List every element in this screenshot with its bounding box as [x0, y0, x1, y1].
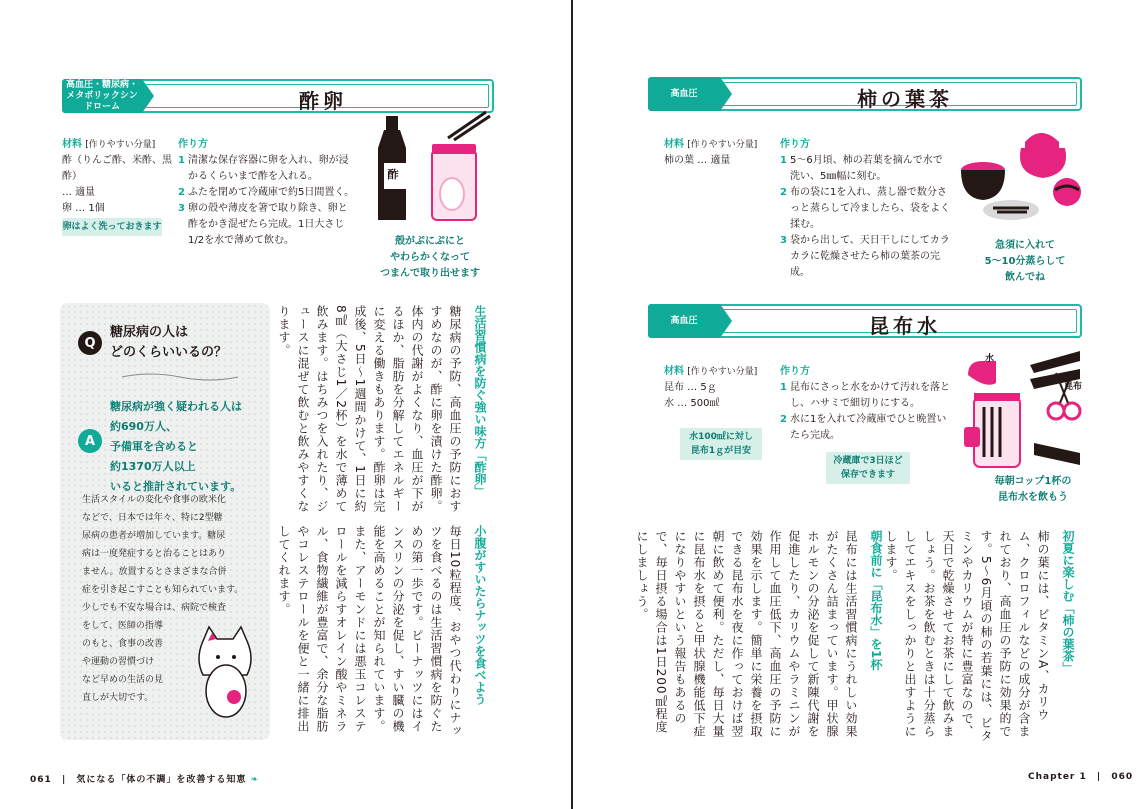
article-body: 毎日10粒程度、おやつ代わりにナッツを食べるのは生活習慣病を防ぐための第一歩です。ピーナッツにはインスリンの分泌を促し、すい臓の機能を高めることが知られています。また、アーモンドには悪玉コレステロールを減らすオレイン酸やミネラル、食物繊維が豊富で、余分な脂肪やコレステロールを便と一緒に排出してくれます。 [277, 525, 462, 738]
method-step: 2 ふたを閉めて冷蔵庫で約5日間置く。 [178, 187, 355, 198]
kelp-caption: 毎朝コップ1杯の 昆布水を飲もう [994, 476, 1072, 503]
method-step: 2 布の袋に1を入れ、蒸し器で数分さっと蒸らして冷ましたら、袋をよく揉む。 [780, 187, 950, 230]
ingredient-item: 柿の葉 … 適量 [664, 155, 731, 166]
category-tag: 高血圧・糖尿病・メタボリックシンドローム [62, 79, 142, 113]
recipe2-method: 作り方 1 昆布にさっと水をかけて汚れを落とし、ハサミで細切りにする。 2 水に1を入れて冷蔵庫でひと晩置いたら完成。 [780, 364, 952, 444]
question-badge: Q [78, 331, 102, 355]
recipe1-title: 柿の葉茶 [857, 87, 953, 111]
article-body: 柿の葉には、ビタミンA、カリウム、クロロフィルなどの成分が含まれており、高血圧の予防に効果的です。5〜6月頃の柿の若葉には、ビタミンやカリウムが特に豊富なので、天日で乾燥させてお茶にして飲みましょう。お茶を飲むときは十分蒸らしてエキスをしっかりと出すようにします。 [884, 530, 1050, 743]
article-heading: 小腹がすいたらナッツを食べよう [473, 525, 487, 705]
water-label: 水 [985, 354, 995, 364]
storage-note: 冷蔵庫で3日ほど 保存できます [826, 452, 910, 484]
ingredient-item: 卵 … 1個 [62, 203, 105, 214]
qa-body: 生活スタイルの変化や食事の欧米化 などで、日本では年々、特に2型糖 尿病の患者が増加しています。糖尿 病は一度発症すると治ることはあり ません。放置するとさまざまな合併 症を引き起こすことも知られています。 少しでも不安な場合は、病院で検査 をして、医師の指導 のもと、食事の改善 や運動の習慣づけ など早めの生活の見 直しが大切です。 [82, 495, 244, 703]
method-step: 1 清潔な保存容器に卵を入れ、卵が浸かるくらいまで酢を入れる。 [178, 155, 349, 182]
article-heading: 朝食前に「昆布水」を1杯 [869, 530, 883, 671]
ingredient-item: … 適量 [62, 187, 96, 198]
wave-divider [120, 371, 240, 383]
page-spine [571, 0, 573, 809]
tag-arrow [720, 304, 732, 338]
category-tag: 高血圧 [648, 77, 720, 111]
tag-arrow [142, 79, 154, 113]
recipe1-method: 作り方 1 5〜6月頃、柿の若葉を摘んで水で洗い、5㎜幅に刻む。 2 布の袋に1を入れ、蒸し器で数分さっと蒸らして冷ましたら、袋をよく揉む。 3 袋から出して、天日干しにしてカラカラに乾燥させたら柿の葉茶の完成。 [780, 137, 952, 281]
article-heading: 初夏に楽しむ「柿の葉茶」 [1061, 530, 1075, 674]
article-body: 昆布には生活習慣病にうれしい効果がたくさん詰まっています。甲状腺ホルモンの分泌を促して新陳代謝を促進したり、カリウムやラミニンが作用して血圧低下、高血圧の予防に効果を示します。簡単に栄養を摂取できる昆布水を夜に作っておけば翌朝に飲めて便利。ただし、毎日大量に昆布水を摂ると甲状腺機能低下症になりやすいという報告もあるので、毎日摂る場合は1日200㎖程度にしましょう。 [635, 530, 858, 738]
article-body: 糖尿病の予防、高血圧の予防におすすめなのが、酢に卵を漬けた酢卵。体内の代謝がよくなり、血圧が下がるほか、脂肪を分解してエネルギーに変える働きもあります。酢卵は完成後、5日〜1週間かけて、1日に約8㎖（大さじ1／2杯）を水で薄めて飲みます。はちみつを入れたり、ジュースに混ぜて飲むと飲みやすくなります。 [277, 305, 462, 513]
ingredients-label: 材料 [62, 139, 82, 150]
method-step: 1 昆布にさっと水をかけて汚れを落とし、ハサミで細切りにする。 [780, 382, 950, 409]
leaf-icon: ❧ [250, 775, 260, 785]
method-step: 3 袋から出して、天日干しにしてカラカラに乾燥させたら柿の葉茶の完成。 [780, 235, 950, 278]
cat-illustration [178, 601, 268, 721]
egg-caption: 殻がぷにぷにと やわらかくなって つまんで取り出せます [380, 236, 480, 279]
ingredient-item: 酢（りんご酢、米酢、黒酢） [62, 155, 172, 182]
answer-text: 糖尿病が強く疑われる人は 約690万人、 予備軍を含めると 約1370万人以上 いると推計されています。 [110, 400, 242, 493]
vinegar-label: 酢 [387, 168, 399, 181]
recipe2-title: 昆布水 [869, 314, 941, 338]
question-text: 糖尿病の人は どのくらいいるの？ [110, 325, 228, 360]
tea-illustration [955, 112, 1085, 232]
page-number: 061 [30, 775, 52, 785]
tip-note: 卵はよく洗っておきます [62, 218, 162, 236]
ingredients-block [62, 137, 174, 217]
answer-badge: A [78, 429, 102, 453]
recipe2-title-bar [648, 304, 1082, 338]
article-heading: 生活習慣病を防ぐ強い味方「酢卵」 [473, 305, 487, 497]
kelp-water-illustration [960, 345, 1085, 485]
page-number: 060 [1111, 772, 1134, 782]
right-footer: Chapter 1 | 060 [1028, 772, 1134, 782]
running-title: 気になる「体の不調」を改善する知恵 [76, 775, 247, 785]
recipe1-ingredients: 材料 [作りやすい分量] 柿の葉 … 適量 [664, 137, 774, 169]
method-block [178, 137, 356, 249]
method-step: 1 5〜6月頃、柿の若葉を摘んで水で洗い、5㎜幅に刻む。 [780, 155, 943, 182]
page-title: 酢卵 [299, 89, 347, 113]
method-label: 作り方 [178, 139, 208, 150]
kelp-label: 昆布 [1064, 382, 1083, 392]
ingredients-qualifier: [作りやすい分量] [85, 140, 156, 150]
recipe2-ingredients: 材料 [作りやすい分量] 昆布 … 5ｇ 水 … 500㎖ [664, 364, 774, 412]
category-tag: 高血圧 [648, 304, 720, 338]
chapter-label: Chapter 1 [1028, 772, 1087, 782]
ingredient-item: 水 … 500㎖ [664, 398, 720, 409]
kelp-ratio-note: 水100㎖に対し 昆布1ｇが目安 [680, 428, 762, 460]
recipe1-title-bar [648, 77, 1082, 111]
tea-caption: 急須に入れて 5〜10分蒸らして 飲んでね [984, 240, 1066, 283]
ingredient-item: 昆布 … 5ｇ [664, 382, 717, 393]
left-footer: 061 | 気になる「体の不調」を改善する知恵 ❧ [30, 775, 260, 785]
method-step: 2 水に1を入れて冷蔵庫でひと晩置いたら完成。 [780, 414, 947, 441]
method-step: 3 卵の殻や薄皮を箸で取り除き、卵と酢をかき混ぜたら完成。1日大さじ1/2を水で薄めて飲む。 [178, 203, 348, 246]
qa-box [60, 303, 270, 740]
tag-arrow [720, 77, 732, 111]
